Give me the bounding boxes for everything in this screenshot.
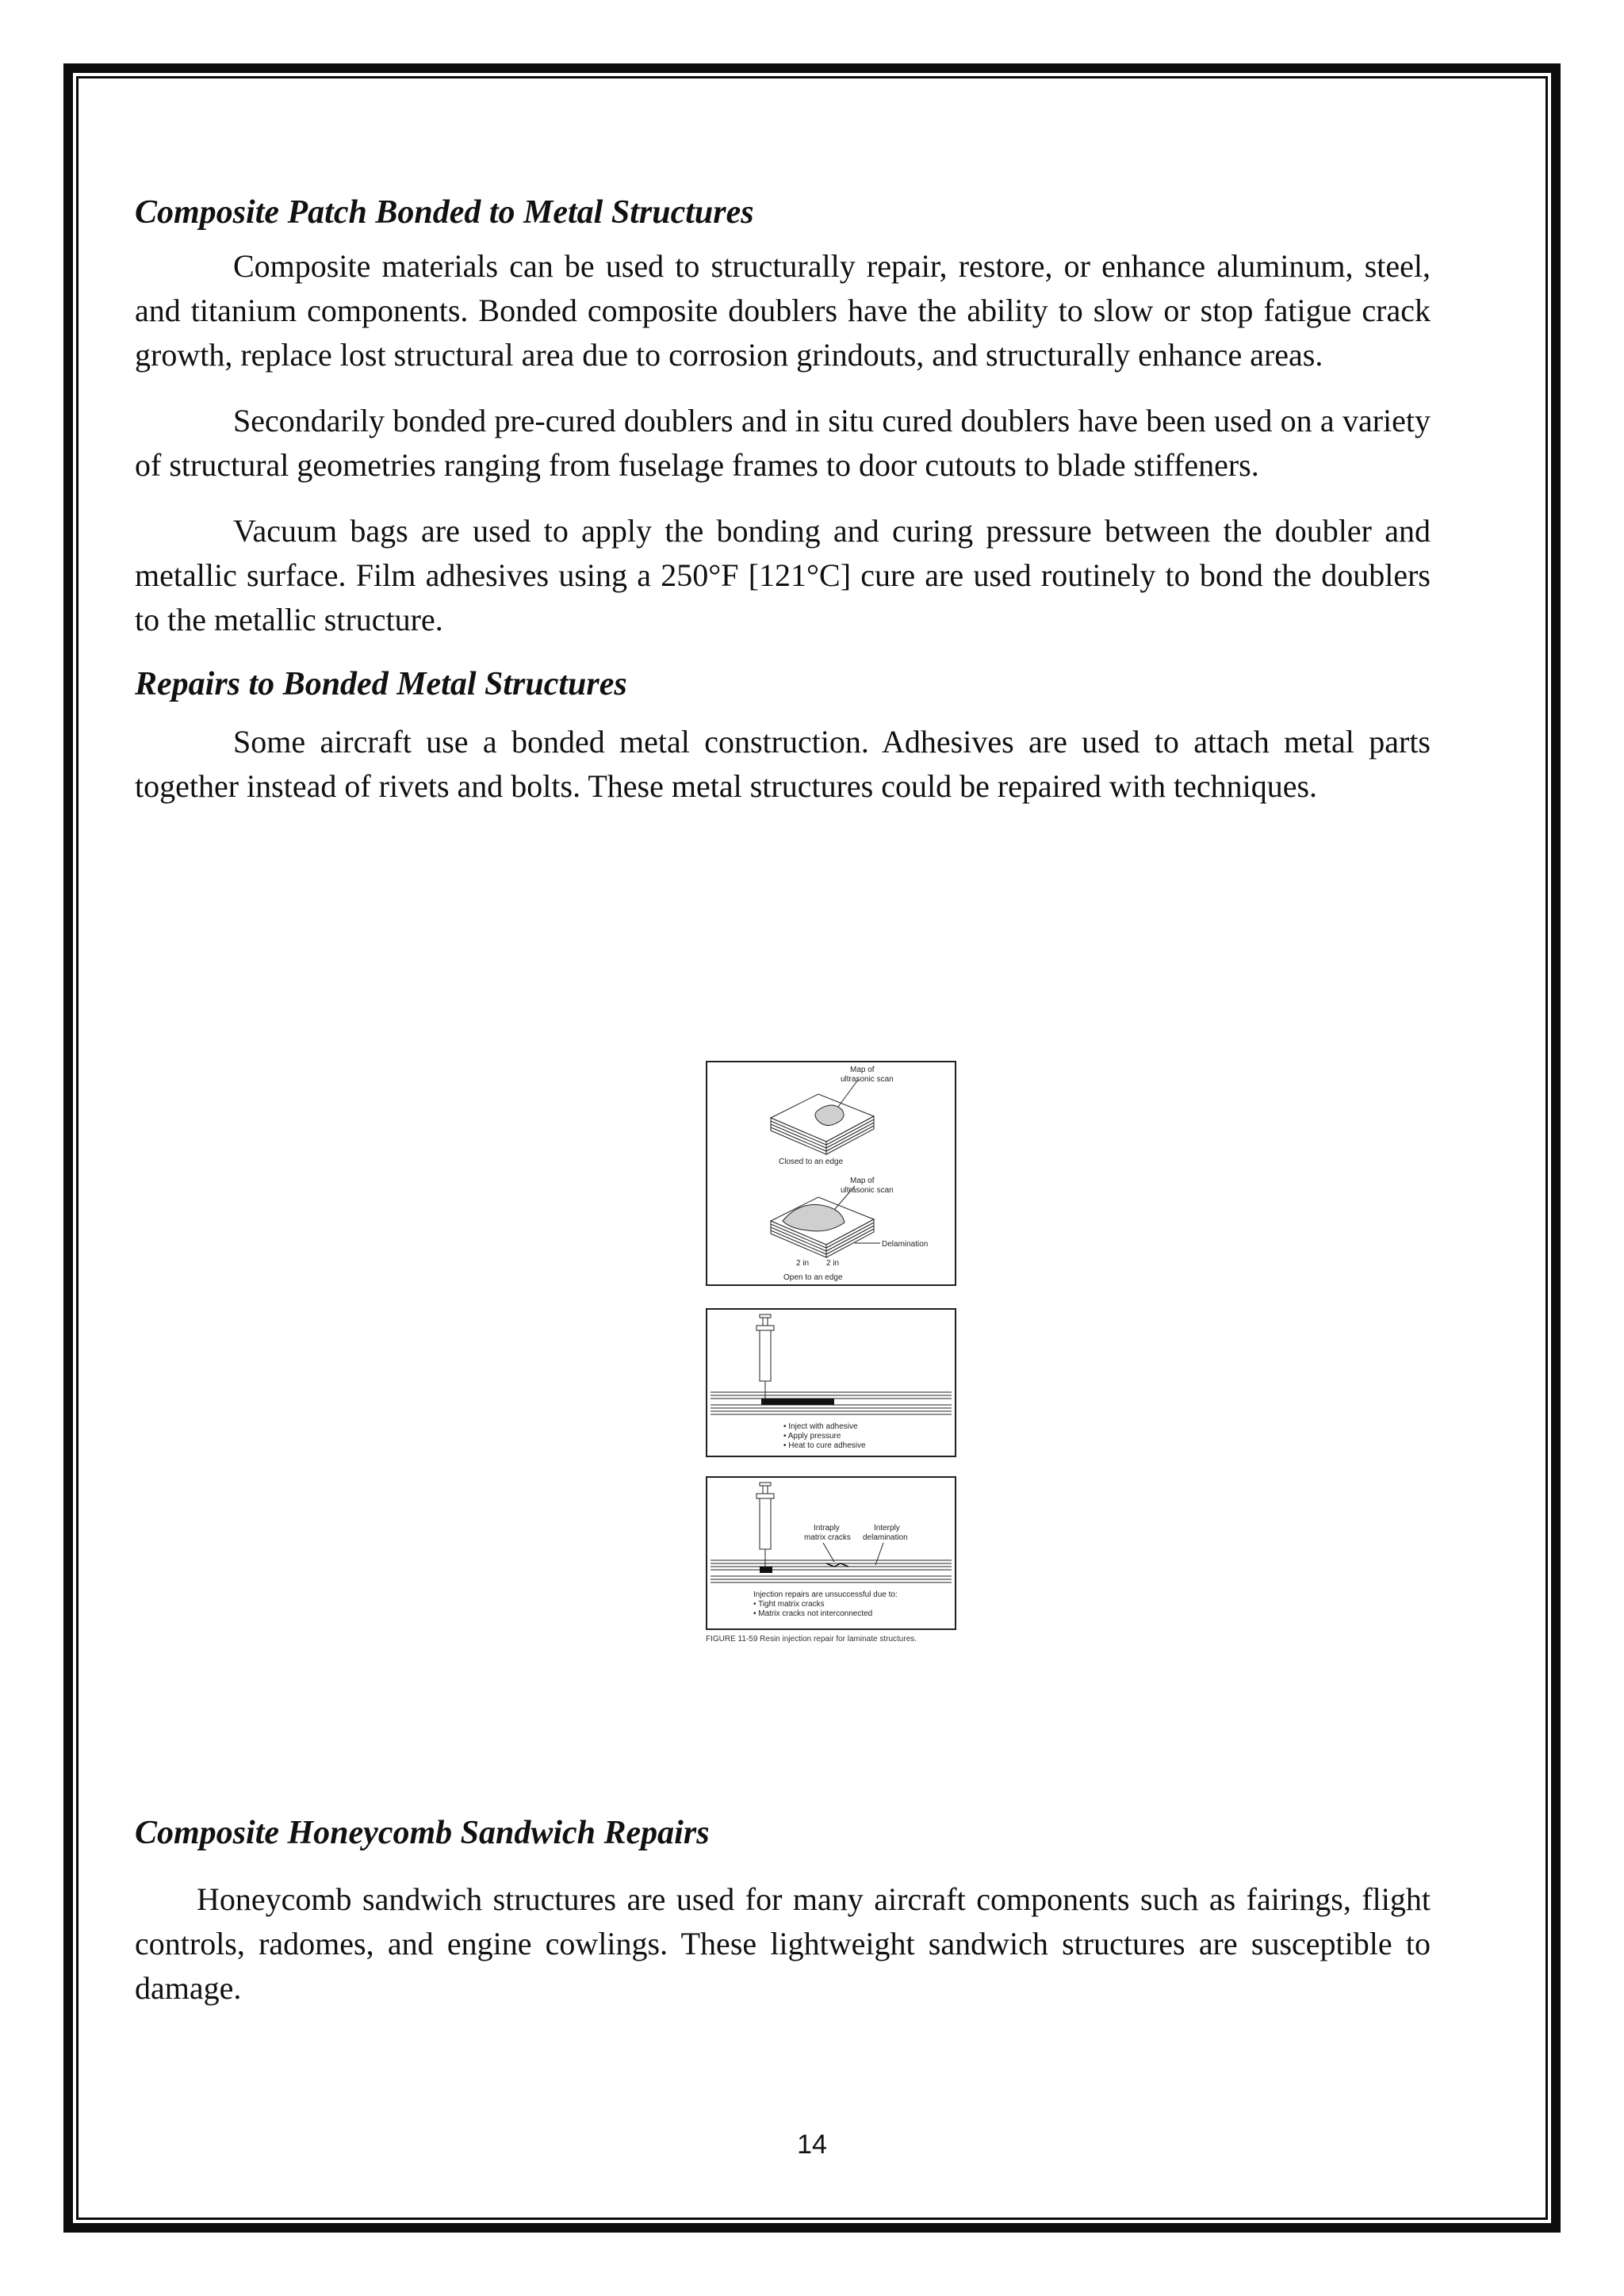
figure-label: ultrasonic scan — [841, 1075, 894, 1084]
section-heading: Composite Honeycomb Sandwich Repairs — [135, 1815, 710, 1851]
figure-note: • Tight matrix cracks — [753, 1600, 825, 1609]
figure-label: Closed to an edge — [779, 1158, 844, 1166]
figure-panel-unsuccessful — [706, 1476, 956, 1630]
paragraph: Secondarily bonded pre-cured doublers and in situ cured doublers have been used on a variety of structural geometries ranging from fuselage frames to door cutouts to blade stiffeners. — [135, 403, 1431, 483]
adhesive-fill — [760, 1567, 772, 1573]
syringe-icon — [756, 1314, 774, 1399]
figure-step: • Inject with adhesive — [783, 1422, 858, 1431]
section-heading: Repairs to Bonded Metal Structures — [135, 666, 627, 702]
section-heading: Composite Patch Bonded to Metal Structures — [135, 194, 754, 231]
injection-diagram — [707, 1310, 955, 1456]
figure-label: Map of — [850, 1177, 875, 1185]
figure-panel-ultrasonic-scan — [706, 1061, 956, 1286]
figure-note-title: Injection repairs are unsuccessful due to: — [753, 1590, 898, 1599]
figure-panel-injection — [706, 1308, 956, 1457]
figure-caption: FIGURE 11-59 Resin injection repair for laminate structures. — [706, 1635, 917, 1644]
crack-line — [826, 1563, 848, 1567]
figure-label: 2 in — [796, 1259, 810, 1268]
figure-label: Delamination — [882, 1240, 929, 1249]
figure-label: Map of — [850, 1066, 875, 1074]
paragraph: Some aircraft use a bonded metal construction. Adhesives are used to attach metal parts together instead of rivets and bolts. These metal structures could be repaired with techniques. — [135, 724, 1431, 804]
figure-label: Open to an edge — [783, 1273, 843, 1282]
figure-label: delamination — [863, 1533, 908, 1542]
figure-step: • Heat to cure adhesive — [783, 1441, 866, 1450]
figure-note: • Matrix cracks not interconnected — [753, 1609, 873, 1618]
paragraph: Composite materials can be used to structurally repair, restore, or enhance aluminum, steel, and titanium components. Bonded composite doublers have the ability to slow or stop fatigue crack growth, replace lost structural area due to corrosion grindouts, and structurally enhance areas. — [135, 248, 1431, 373]
paragraph: Vacuum bags are used to apply the bonding and curing pressure between the doubler and metallic surface. Film adhesives using a 250°F [121°C] cure are used routinely to bond the doublers to the metallic structure. — [135, 513, 1431, 637]
figure-label: Interply — [874, 1524, 900, 1533]
figure-label: matrix cracks — [804, 1533, 851, 1542]
paragraph: Honeycomb sandwich structures are used for many aircraft components such as fairings, flight controls, radomes, and engine cowlings. These lightweight sandwich structures are susceptible to damage. — [135, 1881, 1431, 2006]
unsuccessful-injection-diagram — [707, 1478, 955, 1628]
page-content — [135, 190, 1431, 809]
page-number: 14 — [797, 2130, 827, 2160]
page-content-lower — [135, 1811, 1431, 2011]
syringe-icon — [756, 1483, 774, 1568]
figure-label: ultrasonic scan — [841, 1186, 894, 1195]
figure-label: 2 in — [826, 1259, 840, 1268]
laminate-scan-diagram — [707, 1062, 955, 1284]
figure-step: • Apply pressure — [783, 1432, 841, 1441]
adhesive-fill — [761, 1399, 834, 1405]
figure-label: Intraply — [814, 1524, 840, 1533]
